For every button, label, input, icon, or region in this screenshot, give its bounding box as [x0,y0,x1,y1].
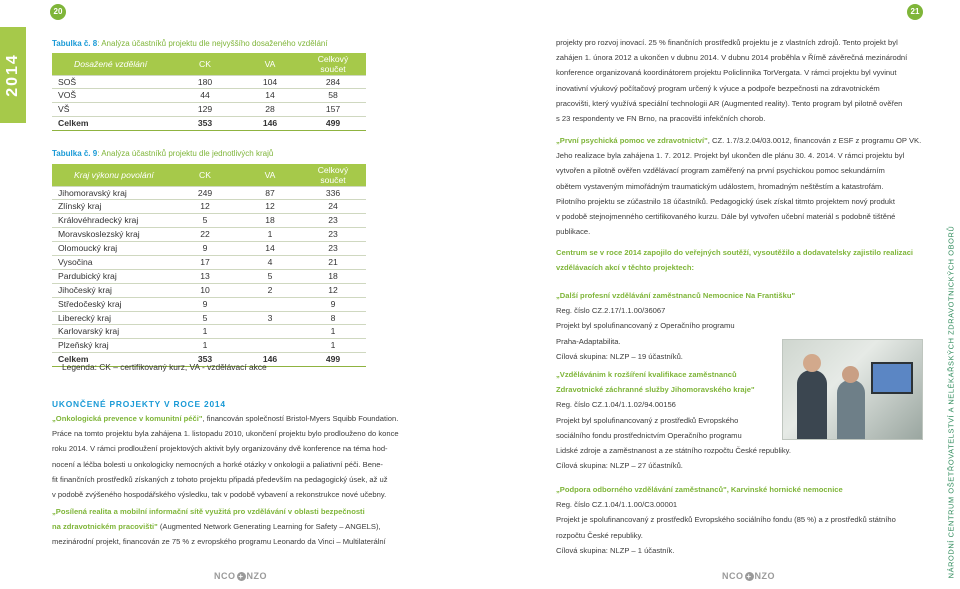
project-title-angels: „Posílená realita a mobilní informační sítě využitá pro vzdělávání v oblasti bezpečnosti [52,507,365,516]
row-value: 180 [170,75,240,89]
table9-header-3: VA [240,164,300,186]
row-label: Zlínský kraj [52,200,170,214]
row-value: 353 [170,353,240,367]
row-value [240,339,300,353]
row-value: 104 [240,75,300,89]
row-value: 17 [170,255,240,269]
table9-header-4: Celkový součet [300,164,366,186]
row-value: 13 [170,269,240,283]
row-value: 9 [170,297,240,311]
row-label: Jihočeský kraj [52,283,170,297]
project-title-prvni-psychicka: „První psychická pomoc ve zdravotnictví" [556,136,708,145]
table-row [52,283,366,297]
row-value: 499 [300,117,366,131]
row-value: 249 [170,186,240,200]
table8-caption-text: : Analýza účastníků projektu dle nejvyššího dosaženého vzdělání [97,39,328,48]
page-number-left: 20 [50,4,66,20]
row-value: 157 [300,103,366,117]
row-value: 1 [240,228,300,242]
row-value: 2 [240,283,300,297]
row-value: 5 [170,214,240,228]
row-value: 24 [300,200,366,214]
row-value: 3 [240,311,300,325]
right-paragraph-1: projekty pro rozvoj inovací. 25 % finančních prostředků projektu je z vlastních zdrojů. Tento projekt byl zahájen 1. února 2012 a ukončen v dubnu 2014. V dubnu 2014 proběhla v Římě závěrečná mezinárodní konference organizovaná koordinátorem projektu Policlinnika TorVergata. V rámci projektu byl vyvinut inovativní výukový počítačový program určený k výuce a podpoře bezpečnosti na zdravotnickém pracovišti, který využívá speciální technologii AR (Augmented reality). Tento program byl pilotně ověřen s 23 respondenty ve FN Brno, na pracovišti infekčních chorob. [556,38,908,124]
table-row [52,269,366,283]
row-value: 22 [170,228,240,242]
training-photo [782,339,923,440]
table-row [52,89,366,103]
row-value: 23 [300,214,366,228]
project-title-nemocnice: „Další profesní vzdělávání zaměstnanců Nemocnice Na Františku" [556,291,796,300]
row-label: Karlovarský kraj [52,325,170,339]
row-value: 353 [170,117,240,131]
row-value: 284 [300,75,366,89]
row-label: Středočeský kraj [52,297,170,311]
table-row [52,255,366,269]
row-value: 9 [170,242,240,256]
table-row [52,325,366,339]
table9-caption [52,148,273,160]
row-label: Jihomoravský kraj [52,186,170,200]
row-label: SOŠ [52,75,170,89]
row-label: Celkem [52,353,170,367]
row-value [240,325,300,339]
table-row [52,214,366,228]
row-label: Vysočina [52,255,170,269]
row-value: 21 [300,255,366,269]
row-label: Liberecký kraj [52,311,170,325]
row-value: 23 [300,228,366,242]
table8-body [52,75,366,131]
row-value: 10 [170,283,240,297]
side-organization-text: NÁRODNÍ CENTRUM OŠETŘOVATELSTVÍ A NELÉKAŘSKÝCH ZDRAVOTNICKÝCH OBORŮ [946,225,956,579]
table9-body [52,186,366,367]
row-value: 1 [170,339,240,353]
table-row [52,339,366,353]
year-tab-label: 2014 [4,53,21,97]
table-row [52,297,366,311]
row-value: 1 [170,325,240,339]
row-value: 4 [240,255,300,269]
table-row [52,242,366,256]
project-nemocnice-na-frantisku: „Další profesní vzdělávání zaměstnanců Nemocnice Na Františku" Reg. číslo CZ.2.17/1.1.00/36067 Projekt byl spolufinancovaný z Operačního programu Praha-Adaptabilita. Cílová skupina: NLZP – 19 účastníků. [556,288,926,364]
row-value: 12 [240,200,300,214]
row-label: VŠ [52,103,170,117]
row-label: Moravskoslezský kraj [52,228,170,242]
project-karvinska-nemocnice: „Podpora odborného vzdělávání zaměstnanců", Karvinské hornické nemocnice Reg. číslo CZ.1.04/1.1.00/C3.00001 Projekt je spolufinancovaný z prostředků Evropského sociálního fondu (85 %) a z prostředků státního rozpočtu České republiky. Cílová skupina: NLZP – 1 účastník. [556,482,926,558]
table-row [52,311,366,325]
table8-header-2: CK [170,53,240,75]
project-title-karvinska: „Podpora odborného vzdělávání zaměstnanců", Karvinské hornické nemocnice [556,485,843,494]
row-value [240,297,300,311]
row-value: 1 [300,339,366,353]
row-value: 146 [240,353,300,367]
row-label: Pardubický kraj [52,269,170,283]
row-label: Olomoucký kraj [52,242,170,256]
row-value: 18 [300,269,366,283]
right-paragraph-2: „První psychická pomoc ve zdravotnictví", CZ. 1.7/3.2.04/03.0012, financován z ESF z programu OP VK. Jeho realizace byla zahájena 1. 7. 2012. Projekt byl ukončen dle plánu 30. 4. 2014. V rámci projektu byl vytvořen a pilotně ověřen vzdělávací program zaměřený na první psychickou pomoc sekundárním obětem vystaveným mimořádným traumatickým událostem, hromadným neštěstím a katastrofám. Pilotního projektu se zúčastnilo 18 účastníků. Pedagogický úsek získal titmto projektem nový produkt v podobě stejnojmenného certifikovaného kurzu. Dále byl vytvořen učební materiál s podobně tištěné publikace. [556,136,922,237]
row-value: 9 [300,297,366,311]
table8-caption-label: Tabulka č. 8 [52,39,98,48]
row-value: 14 [240,89,300,103]
row-label: VOŠ [52,89,170,103]
table-row [52,228,366,242]
table-row [52,200,366,214]
row-value: 87 [240,186,300,200]
row-label: Plzeňský kraj [52,339,170,353]
table-row [52,103,366,117]
table9-header-1: Kraj výkonu povolání [52,164,170,186]
row-value: 44 [170,89,240,103]
footer-logo-right: NCO + NZO [722,571,775,581]
table9-caption-label: Tabulka č. 9 [52,149,98,158]
row-value: 12 [170,200,240,214]
table8-header-4: Celkový součet [300,53,366,75]
row-value: 8 [300,311,366,325]
row-value: 28 [240,103,300,117]
table8-header-1: Dosažené vzdělání [52,53,170,75]
photo-screen [871,362,913,394]
table8-caption [52,38,328,50]
left-paragraph-2: „Posílená realita a mobilní informační sítě využitá pro vzdělávání v oblasti bezpečnosti na zdravotnickém pracovišti" (Augmented Network Generating Learning for Safety – ANGELS), mezinárodní projekt, financován ze 75 % z evropského programu Leonardo da Vinci – Multilaterální [52,507,386,547]
table-row [52,75,366,89]
row-value: 146 [240,117,300,131]
row-value: 18 [240,214,300,228]
row-label: Královéhradecký kraj [52,214,170,228]
row-value: 5 [240,269,300,283]
section-heading: UKONČENÉ PROJEKTY V ROCE 2014 [52,399,226,409]
table8 [52,53,366,131]
row-value: 58 [300,89,366,103]
row-value: 129 [170,103,240,117]
left-paragraph-1: „Onkologická prevence v komunitní péči", financován společností Bristol-Myers Squibb Foundation. Práce na tomto projektu byla zahájena 1. listopadu 2010, ukončení projektu bylo prodlouženo do konce roku 2014. V rámci prodloužení projektových aktivit byly organizovány dvě konference na téma hod- nocení a léčba bolesti u onkologicky nemocných a horké otázky v onkologii a paliativní péči. Bene- fit finančních prostředků získaných z tohoto projektu připadá především na pedagogický úsek, až už v podobě zvýšeného hospodářského výsledku, tak v podobě vybavení a rekonstrukce nové učebny. [52,414,399,500]
row-value: 1 [300,325,366,339]
row-value: 5 [170,311,240,325]
project-title-onkologicka: „Onkologická prevence v komunitní péči" [52,414,203,423]
row-value: 499 [300,353,366,367]
right-paragraph-3: Centrum se v roce 2014 zapojilo do veřejných soutěží, vysoutěžilo a dodavatelsky zajistilo realizaci vzdělávacích akcí v těchto projektech: [556,248,914,273]
table9-legend: Legenda: CK – certifikovaný kurz, VA - vzdělávací akce [62,362,267,372]
table8-header-3: VA [240,53,300,75]
table-row [52,186,366,200]
row-value: 336 [300,186,366,200]
page-number-right: 21 [907,4,923,20]
row-value: 14 [240,242,300,256]
table8-total-row [52,117,366,131]
table9-caption-text: : Analýza účastníků projektu dle jednotlivých krajů [97,149,274,158]
table9-header-2: CK [170,164,240,186]
row-value: 12 [300,283,366,297]
row-label: Celkem [52,117,170,131]
table9 [52,164,366,367]
project-zzs-title: „Vzdělávánim k rozšíření kvalifikace zaměstnanců Zdravotnické záchranné služby Jihomoravského kraje" Reg. číslo CZ.1.04/1.1.02/94.00156 Projekt byl spolufinancovaný z prostředků Evropského sociálního fondu prostřednictvím Operačního programu Lidské zdroje a zaměstnanost a ze státního rozpočtu České republiky. Cílová skupina: NLZP – 27 účastníků. [556,370,791,471]
footer-logo-left: NCO + NZO [214,571,267,581]
row-value: 23 [300,242,366,256]
